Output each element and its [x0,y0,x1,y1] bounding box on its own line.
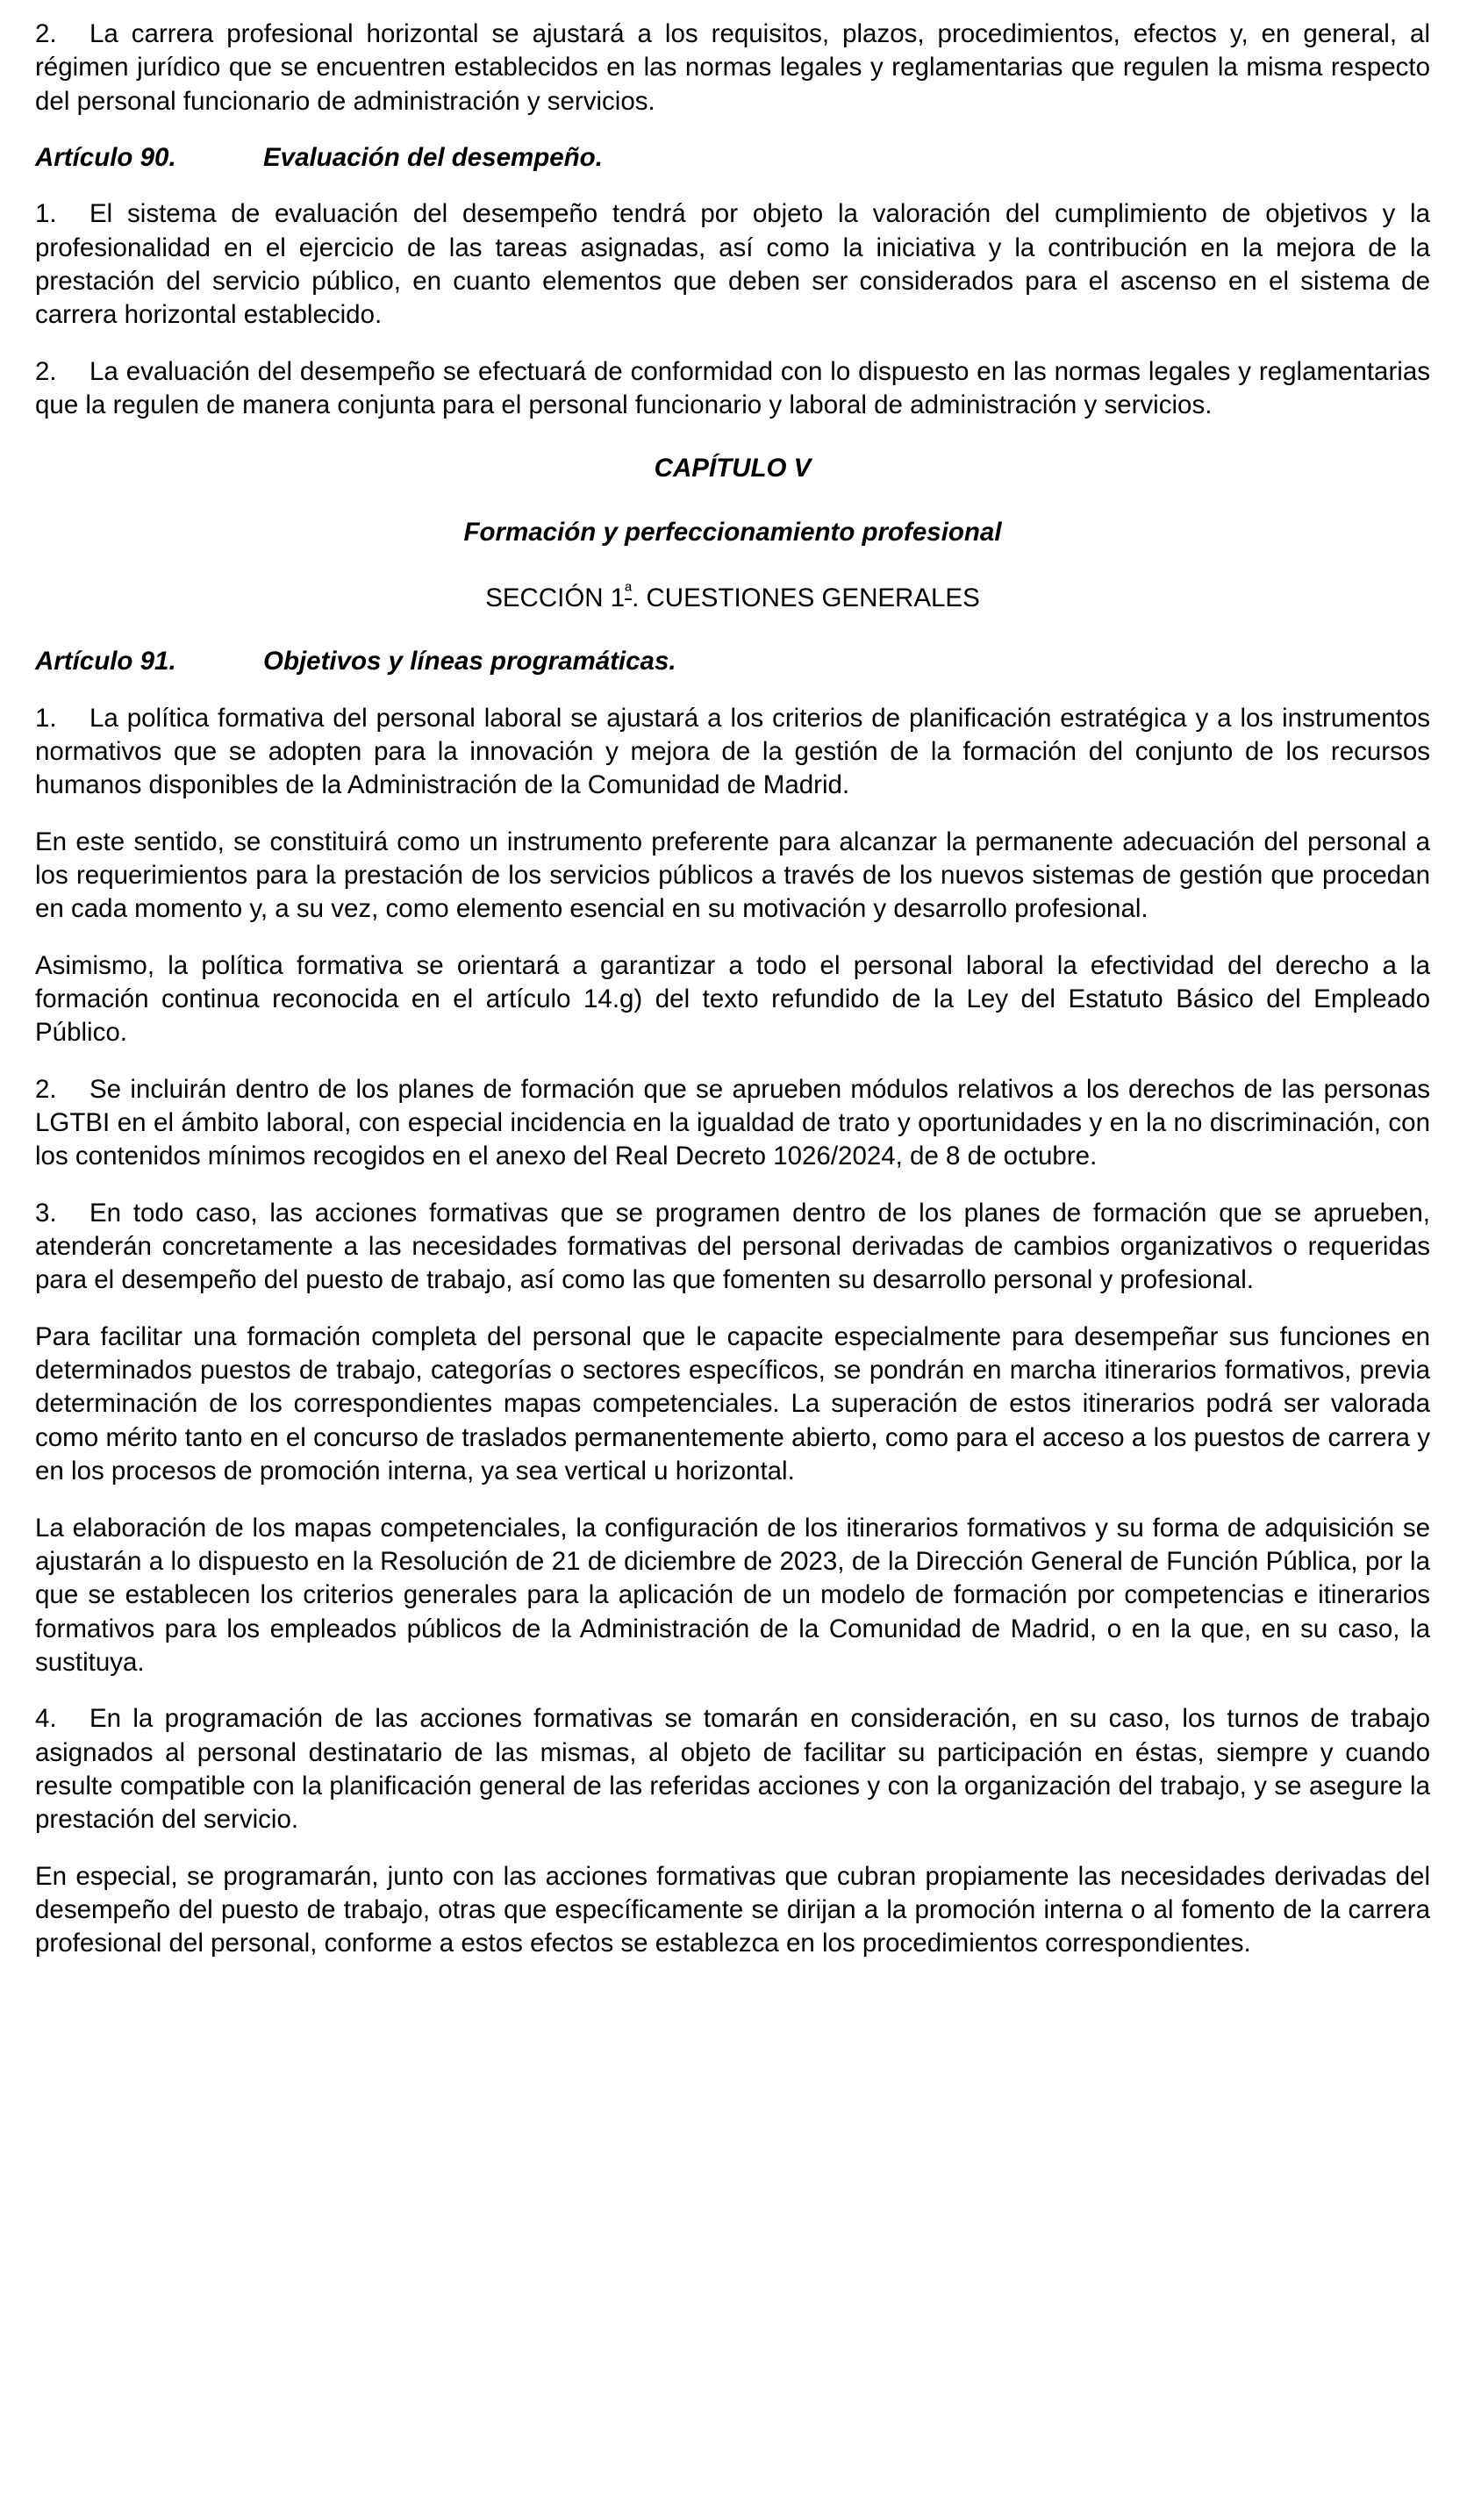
article-title: Objetivos y líneas programáticas. [263,647,676,677]
paragraph-number: 1. [35,199,57,229]
article-heading [35,141,1430,175]
numbered-paragraph [35,18,1430,118]
paragraph-text: En la programación de las acciones formativas se tomarán en consideración, en su caso, los turnos de trabajo asignados al personal destinatario de las mismas, al objeto de facilitar su participación en éstas, siempre y cuando resulte compatible con la planificación general de las referidas acciones y con la organización del trabajo, y se asegure la prestación del servicio. [35,1704,1430,1835]
paragraph-number: 1. [35,703,57,733]
paragraph: Para facilitar una formación completa del personal que le capacite especialmente para desempeñar sus funciones en determinados puestos de trabajo, categorías o sectores específicos, se pondrán en marcha itinerarios formativos, previa determinación de los correspondientes mapas competenciales. La superación de estos itinerarios podrá ser valorada como mérito tanto en el concurso de traslados permanentemente abierto, como para el acceso a los puestos de carrera y en los procesos de promoción interna, ya sea vertical u horizontal. [35,1321,1430,1486]
paragraph-text: La política formativa del personal laboral se ajustará a los criterios de planificación estratégica y a los instrumentos normativos que se adopten para la innovación y mejora de la gestión de la formación del conjunto de los recursos humanos disponibles de la Administración de la Comunidad de Madrid. [35,703,1430,800]
numbered-paragraph [35,1197,1430,1298]
paragraph-text: El sistema de evaluación del desempeño tendrá por objeto la valoración del cumplimiento de objetivos y la profesionalidad en el ejercicio de las tareas asignadas, así como la iniciativa y la contribución en la mejora de la prestación del servicio público, en cuanto elementos que deben ser considerados para el ascenso en el sistema de carrera horizontal establecido. [35,199,1430,330]
paragraph-number: 2. [35,356,57,386]
numbered-paragraph [35,1073,1430,1174]
paragraph-number: 2. [35,19,57,48]
numbered-paragraph [35,1702,1430,1836]
paragraph-number: 3. [35,1198,57,1228]
paragraph-number: 2. [35,1074,57,1104]
section-label-after: . CUESTIONES GENERALES [632,583,980,612]
document-body [35,18,1430,1961]
section-label [35,579,1430,615]
paragraph-text: En todo caso, las acciones formativas que se programen dentro de los planes de formación que se aprueben, atenderán concretamente a las necesidades formativas del personal derivadas de cambios organizativos o requeridas para el desempeño del puesto de trabajo, así como las que fomenten su desarrollo personal y profesional. [35,1198,1430,1295]
section-label-before: SECCIÓN 1 [485,583,626,612]
numbered-paragraph [35,355,1430,423]
paragraph: En especial, se programarán, junto con las acciones formativas que cubran propiamente las necesidades derivadas del desempeño del puesto de trabajo, otras que específicamente se dirijan a la promoción interna o al fomento de la carrera profesional del personal, conforme a estos efectos se establezca en los procedimientos correspondientes. [35,1861,1430,1958]
numbered-paragraph [35,702,1430,803]
paragraph-text: Se incluirán dentro de los planes de formación que se aprueben módulos relativos a los derechos de las personas LGTBI en el ámbito laboral, con especial incidencia en la igualdad de trato y oportunidades y en la no discriminación, con los contenidos mínimos recogidos en el anexo del Real Decreto 1026/2024, de 8 de octubre. [35,1074,1430,1171]
article-label: Artículo 90. [35,143,176,173]
paragraph: Asimismo, la política formativa se orientará a garantizar a todo el personal laboral la efectividad del derecho a la formación continua reconocida en el artículo 14.g) del texto refundido de la Ley del Estatuto Básico del Empleado Público. [35,950,1430,1048]
section-ordinal: ª [625,580,633,602]
article-label: Artículo 91. [35,647,176,677]
chapter-subtitle: Formación y perfeccionamiento profesional [463,517,1002,547]
chapter-title: CAPÍTULO V [654,454,812,483]
paragraph-number: 4. [35,1704,57,1734]
paragraph-text: La carrera profesional horizontal se ajustará a los requisitos, plazos, procedimientos, efectos y, en general, al régimen jurídico que se encuentren establecidos en las normas legales y reglamentarias que regulen la misma respecto del personal funcionario de administración y servicios. [35,19,1430,116]
article-heading [35,645,1430,678]
article-title: Evaluación del desempeño. [263,143,603,173]
numbered-paragraph [35,197,1430,332]
paragraph: La elaboración de los mapas competenciales, la configuración de los itinerarios formativos y su forma de adquisición se ajustarán a lo dispuesto en la Resolución de 21 de diciembre de 2023, de la Dirección General de Función Pública, por la que se establecen los criterios generales para la aplicación de un modelo de formación por competencias e itinerarios formativos para los empleados públicos de la Administración de la Comunidad de Madrid, o en la que, en su caso, la sustituya. [35,1513,1430,1677]
paragraph: En este sentido, se constituirá como un instrumento preferente para alcanzar la permanente adecuación del personal a los requerimientos para la prestación de los servicios públicos a través de los nuevos sistemas de gestión que procedan en cada momento y, a su vez, como elemento esencial en su motivación y desarrollo profesional. [35,827,1430,924]
paragraph-text: La evaluación del desempeño se efectuará de conformidad con lo dispuesto en las normas legales y reglamentarias que la regulen de manera conjunta para el personal funcionario y laboral de administración y servicios. [35,356,1430,420]
